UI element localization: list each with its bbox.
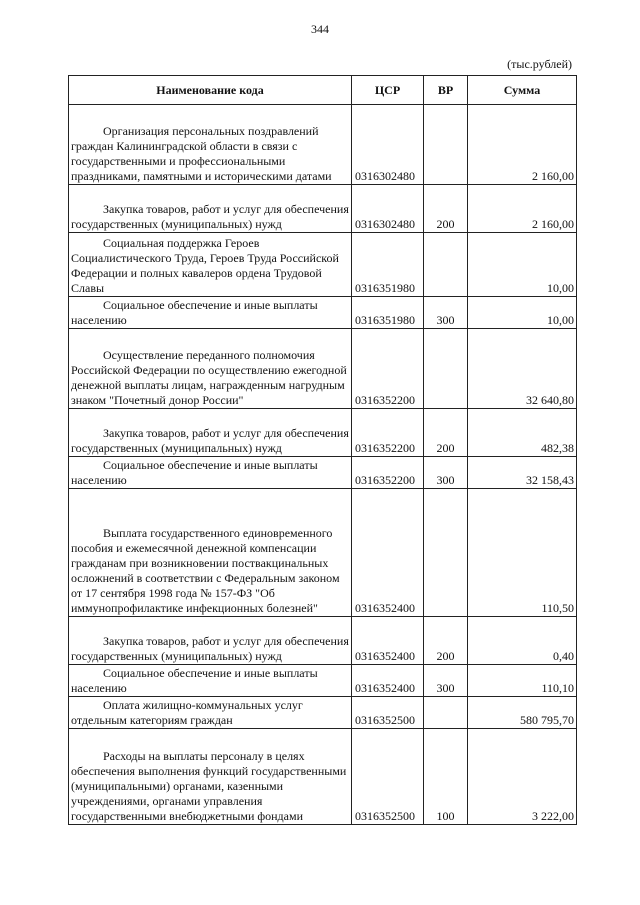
cell-name-text: Закупка товаров, работ и услуг для обеспечения государственных (муниципальных) нужд [71,426,349,455]
cell-vr: 200 [424,409,468,457]
cell-vr: 200 [424,185,468,233]
table-row [69,617,577,665]
cell-name-text: Социальное обеспечение и иные выплаты населению [71,666,318,695]
cell-vr: 300 [424,665,468,697]
table-row [69,489,577,617]
cell-name [69,329,352,409]
cell-name [69,729,352,825]
cell-sum: 3 222,00 [468,729,577,825]
cell-name [69,185,352,233]
cell-vr: 200 [424,617,468,665]
cell-name-text: Закупка товаров, работ и услуг для обеспечения государственных (муниципальных) нужд [71,634,349,663]
cell-name [69,297,352,329]
cell-name [69,457,352,489]
table-row [69,697,577,729]
table-body [69,105,577,825]
cell-sum: 10,00 [468,233,577,297]
cell-sum: 10,00 [468,297,577,329]
budget-table [68,75,577,825]
cell-name-text: Социальное обеспечение и иные выплаты населению [71,458,318,487]
cell-vr: 100 [424,729,468,825]
table-header-row [69,76,577,105]
cell-csr: 0316352500 [352,729,424,825]
cell-sum: 32 640,80 [468,329,577,409]
cell-name-text: Организация персональных поздравлений граждан Калининградской области в связи с государственными и профессиональными праздниками, памятными и историческими датами [71,124,332,183]
cell-sum: 32 158,43 [468,457,577,489]
table-row [69,457,577,489]
cell-vr [424,489,468,617]
cell-vr [424,329,468,409]
cell-csr: 0316352200 [352,409,424,457]
cell-csr: 0316352400 [352,665,424,697]
cell-csr: 0316351980 [352,297,424,329]
cell-csr: 0316352500 [352,697,424,729]
cell-csr: 0316302480 [352,185,424,233]
cell-name [69,233,352,297]
cell-sum: 482,38 [468,409,577,457]
cell-name [69,617,352,665]
cell-vr [424,697,468,729]
cell-vr [424,233,468,297]
table-row [69,329,577,409]
cell-csr: 0316352400 [352,617,424,665]
cell-vr: 300 [424,297,468,329]
cell-csr: 0316352200 [352,457,424,489]
table-row [69,105,577,185]
cell-name [69,697,352,729]
cell-name-text: Закупка товаров, работ и услуг для обеспечения государственных (муниципальных) нужд [71,202,349,231]
cell-sum: 2 160,00 [468,105,577,185]
cell-sum: 0,40 [468,617,577,665]
cell-name [69,105,352,185]
cell-csr: 0316352400 [352,489,424,617]
header-csr: ЦСР [352,76,424,105]
units-label: (тыс.рублей) [507,57,572,71]
cell-name-text: Социальное обеспечение и иные выплаты населению [71,298,318,327]
header-sum: Сумма [468,76,577,105]
cell-name [69,409,352,457]
cell-name-text: Выплата государственного единовременного пособия и ежемесячной денежной компенсации гражданам при возникновении поствакцинальных осложнений в соответствии с Федеральным законом от 17 сентября 1998 года № 157-ФЗ "Об иммунопрофилактике инфекционных болезней" [71,526,340,615]
table-row [69,297,577,329]
cell-csr: 0316351980 [352,233,424,297]
cell-name-text: Расходы на выплаты персоналу в целях обеспечения выполнения функций государственными (муниципальными) органами, казенными учреждениями, органами управления государственными внебюджетными фондами [71,749,347,823]
cell-vr [424,105,468,185]
table-row [69,233,577,297]
header-vr: ВР [424,76,468,105]
cell-sum: 2 160,00 [468,185,577,233]
cell-sum: 110,50 [468,489,577,617]
table-row [69,729,577,825]
cell-name [69,489,352,617]
cell-vr: 300 [424,457,468,489]
cell-name-text: Осуществление переданного полномочия Российской Федерации по осуществлению ежегодной денежной выплаты лицам, награжденным нагрудным знаком "Почетный донор России" [71,348,347,407]
cell-csr: 0316302480 [352,105,424,185]
cell-name-text: Социальная поддержка Героев Социалистического Труда, Героев Труда Российской Федерации и полных кавалеров ордена Трудовой Славы [71,236,339,295]
cell-name [69,665,352,697]
cell-sum: 580 795,70 [468,697,577,729]
table-row [69,665,577,697]
table-row [69,409,577,457]
cell-name-text: Оплата жилищно-коммунальных услуг отдельным категориям граждан [71,698,303,727]
table-row [69,185,577,233]
cell-csr: 0316352200 [352,329,424,409]
cell-sum: 110,10 [468,665,577,697]
header-name: Наименование кода [69,76,352,105]
page-number: 344 [311,22,329,36]
